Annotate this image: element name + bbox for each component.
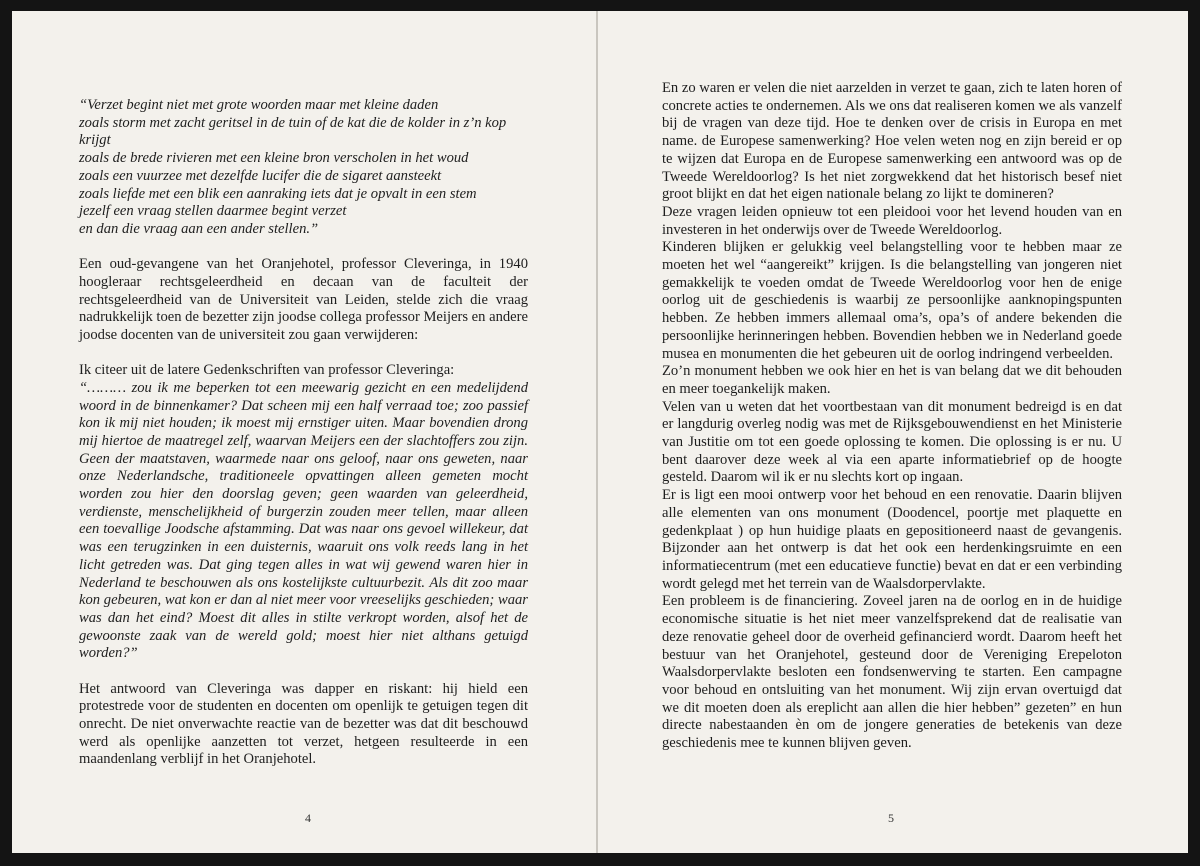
poem-line: zoals de brede rivieren met een kleine bron verscholen in het woud <box>79 150 469 167</box>
paragraph: Deze vragen leiden opnieuw tot een pleidooi voor het levend houden van en investeren in het onderwijs over de Tweede Wereldoorlog. <box>662 203 1122 238</box>
right-text-column <box>662 80 1122 753</box>
right-page <box>598 11 1188 853</box>
poem-line: krijgt <box>79 132 111 149</box>
left-page <box>12 11 596 853</box>
poem-line: zoals liefde met een blik een aanraking iets dat je opvalt in een stem <box>79 185 477 202</box>
poem <box>79 97 528 239</box>
left-text-column <box>79 97 528 769</box>
paragraph: Zo’n monument hebben we ook hier en het is van belang dat we dit behouden en meer toegankelijk maken. <box>662 363 1122 397</box>
cite-intro: Ik citeer uit de latere Gedenkschriften van professor Cleveringa: <box>79 362 455 379</box>
paragraph: Velen van u weten dat het voortbestaan van dit monument bedreigd is en dat er langdurig overleg nodig was met de Rijksgebouwendienst en het Ministerie van Justitie om tot een goede oplossing te komen. Die oplossing is er nu. U bent daarover deze week al via een aparte informatiebrief op de hoogte gesteld. Daarom wil ik er nu slechts kort op ingaan. <box>662 398 1122 486</box>
paragraph-answer: Het antwoord van Cleveringa was dapper en riskant: hij hield een protestrede voor de studenten en docenten om openlijk te getuigen tegen dit onrecht. De niet onverwachte reactie van de bezetter was dat dit beschouwd werd als openlijke aanzetten tot verzet, hetgeen resulteerde in een maandenlang verblijf in het Oranjehotel. <box>79 680 528 768</box>
paragraph: Er is ligt een mooi ontwerp voor het behoud en een renovatie. Daarin blijven alle elementen van ons monument (Doodencel, poortje met plaquette en gedenkplaat ) op hun huidige plaats en gepositioneerd naast de gevangenis. Bijzonder aan het ontwerp is dat het ook een herdenkingsruimte en een informatiecentrum (met een educatieve functie) bevat en dat er een verbinding wordt gelegd met het terrein van de Waalsdorpervlakte. <box>662 487 1122 592</box>
paragraph: Kinderen blijken er gelukkig veel belangstelling voor te hebben maar ze moeten het wel “aangereikt” krijgen. Is die belangstelling van jongeren niet gemakkelijk te voeden omdat de Tweede Wereldoorlog voor hen de enige oorlog uit de geschiedenis is waarbij ze persoonlijke aanknopingspunten hebben. Ze hebben immers allemaal oma’s, opa’s of andere bekenden die persoonlijke herinneringen hebben. Bovendien hebben we in Nederland goede musea en monumenten die het gebeuren uit de oorlog indringend verbeelden. <box>662 239 1122 362</box>
poem-line: “Verzet begint niet met grote woorden maar met kleine daden <box>79 97 439 113</box>
paragraph: En zo waren er velen die niet aarzelden in verzet te gaan, zich te laten horen of concrete acties te ondernemen. Als we ons dat realiseren komen we als vanzelf bij de vragen van deze tijd. Hoe te denken over de crisis in Europa en met name. de Europese samenwerking? Hoe velen weten nog en zijn bereid er op te wijzen dat Europa en de Europese samenwerking een antwoord was op de Tweede Wereldoorlog? Is het niet zorgwekkend dat het historisch besef niet groot blijkt en dat het eigen nationale belang zo lijkt te domineren? <box>662 80 1122 203</box>
cleveringa-quote: “……… zou ik me beperken tot een meewarig gezicht en een medelijdend woord in de binnenkamer? Dat scheen mij een half verraad toe; zoo passief kon ik mij niet houden; ik moest mij ernstiger uiten. Maar bovendien drong mij hiertoe de maatregel zelf, waarvan Meijers een der slachtoffers zou zijn. Geen der maatstaven, waarmede naar ons geloof, naar ons geweten, naar onze Nederlandsche, traditioneele opvattingen alleen gemeten mocht worden zou hier den doorslag geven; geen waarden van geleerdheid, verdienste, menschelijkheid of burgerzin zouden meer tellen, maar alleen een toevallige Joodsche afstamming. Dat was naar ons gevoel willekeur, dat was een terugzinken in een duisternis, waaruit ons volk reeds lang in het licht getreden was. Dat ging tegen alles in wat wij gewend waren hier in Nederland te beschouwen als ons kostelijkste cultuurbezit. Als dit zoo maar kon gebeuren, wat kon er dan al niet meer voor vreeselijks geschieden; waar was dan het eind? Moest dit alles in stilte verkropt worden, alsof het de gewoonste zaak van de wereld gold; moest hier niet althans getuigd worden?” <box>79 379 528 662</box>
poem-line: zoals storm met zacht geritsel in de tuin of de kat die de kolder in z’n kop <box>79 114 507 131</box>
page-number: 4 <box>305 811 311 825</box>
paragraph-cleveringa: Een oud-gevangene van het Oranjehotel, professor Cleveringa, in 1940 hoogleraar rechtsgeleerdheid en decaan van de faculteit der rechtsgeleerdheid van de Universiteit van Leiden, stelde zich die vraag nadrukkelijk toen de bezetter zijn joodse collega professor Meijers en andere joodse docenten van de universiteit zou gaan verwijderen: <box>79 256 528 343</box>
poem-line: en dan die vraag aan een ander stellen.” <box>79 220 319 237</box>
poem-line: jezelf een vraag stellen daarmee begint verzet <box>79 203 347 220</box>
page-number: 5 <box>888 811 894 825</box>
poem-line: zoals een vuurzee met dezelfde lucifer die de sigaret aansteekt <box>79 167 442 184</box>
paragraph: Een probleem is de financiering. Zoveel jaren na de oorlog en in de huidige economische situatie is het niet meer vanzelfsprekend dat de realisatie van deze renovatie geheel door de overheid gefinancierd wordt. Daarom heeft het bestuur van het Oranjehotel, gesteund door de Vereniging Erepeloton Waalsdorpervlakte besloten een fondsenwerving te starten. Een campagne voor behoud en ontsluiting van het monument. Wij zijn ervan overtuigd dat we dit moeten doen als ereplicht aan allen die hier hebben” gezeten” en hun directe nabestaanden èn om de jongere generaties de betekenis van deze geschiedenis mee te kunnen blijven geven. <box>662 593 1122 752</box>
